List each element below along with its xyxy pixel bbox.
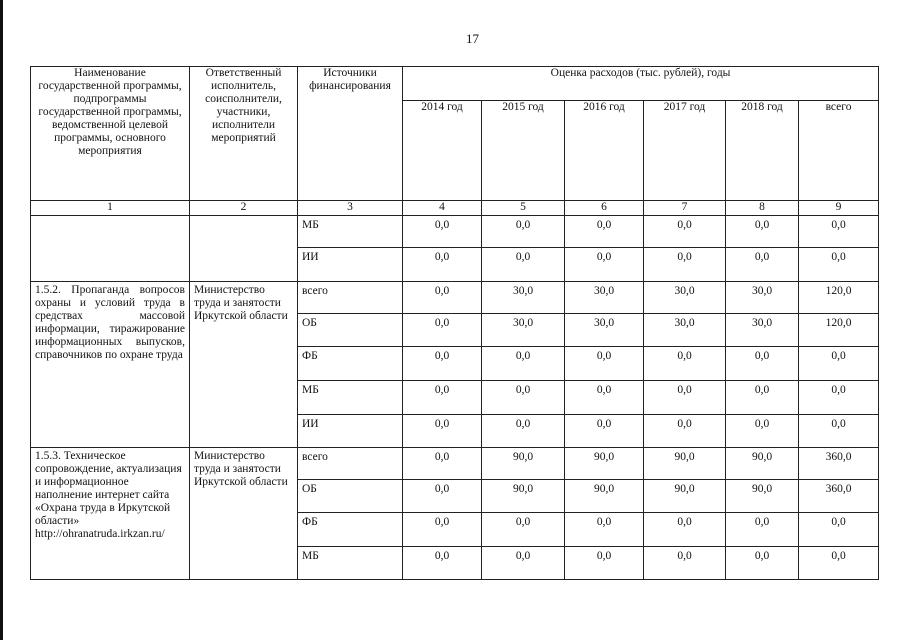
funding-source-cell: МБ [298,216,403,248]
header-year-2018: 2018 год [726,101,799,201]
value-cell: 0,0 [799,347,879,381]
column-number: 9 [799,201,879,216]
funding-source-cell: ИИ [298,248,403,282]
header-cost-estimate: Оценка расходов (тыс. рублей), годы [403,67,879,101]
value-cell: 0,0 [726,415,799,448]
value-cell: 90,0 [482,480,565,513]
value-cell: 0,0 [726,347,799,381]
budget-table [30,66,879,580]
value-cell: 0,0 [565,347,644,381]
value-cell: 120,0 [799,314,879,347]
value-cell: 0,0 [403,248,482,282]
value-cell: 90,0 [482,448,565,480]
page-edge [0,0,3,640]
funding-source-cell: ФБ [298,513,403,547]
value-cell: 0,0 [482,415,565,448]
value-cell: 0,0 [726,381,799,415]
value-cell: 0,0 [726,513,799,547]
column-numbers-row [31,201,879,216]
funding-source-cell: ОБ [298,480,403,513]
value-cell: 0,0 [482,216,565,248]
value-cell: 0,0 [403,347,482,381]
value-cell: 0,0 [482,381,565,415]
value-cell: 0,0 [644,216,726,248]
value-cell: 0,0 [482,513,565,547]
value-cell: 0,0 [644,347,726,381]
column-number: 8 [726,201,799,216]
value-cell: 0,0 [403,448,482,480]
value-cell: 0,0 [403,282,482,314]
value-cell: 120,0 [799,282,879,314]
value-cell: 0,0 [482,547,565,580]
column-number: 3 [298,201,403,216]
value-cell: 0,0 [565,248,644,282]
column-number: 4 [403,201,482,216]
value-cell: 90,0 [565,480,644,513]
funding-source-cell: МБ [298,381,403,415]
value-cell: 0,0 [403,314,482,347]
header-executor: Ответственный исполнитель, соисполнители, участники, исполнители мероприятий [190,67,298,201]
executor-cell [190,216,298,282]
value-cell: 0,0 [565,381,644,415]
value-cell: 0,0 [403,480,482,513]
value-cell: 0,0 [726,547,799,580]
funding-source-cell: МБ [298,547,403,580]
table-row [31,216,879,248]
funding-source-cell: ИИ [298,415,403,448]
value-cell: 30,0 [482,314,565,347]
value-cell: 0,0 [799,513,879,547]
header-total: всего [799,101,879,201]
value-cell: 0,0 [644,547,726,580]
value-cell: 30,0 [644,282,726,314]
value-cell: 0,0 [799,547,879,580]
value-cell: 0,0 [403,216,482,248]
value-cell: 0,0 [799,415,879,448]
table-row [31,448,879,480]
program-name-cell: 1.5.3. Техническое сопровождение, актуализация и информационное наполнение интернет сайта «Охрана труда в Иркутской области» http://ohranatruda.irkzan.ru/ [31,448,190,580]
value-cell: 0,0 [799,248,879,282]
executor-cell: Министерство труда и занятости Иркутской области [190,282,298,448]
value-cell: 0,0 [403,513,482,547]
funding-source-cell: ФБ [298,347,403,381]
value-cell: 90,0 [726,448,799,480]
value-cell: 360,0 [799,480,879,513]
value-cell: 90,0 [644,448,726,480]
column-number: 2 [190,201,298,216]
value-cell: 0,0 [565,513,644,547]
program-name-cell [31,216,190,282]
column-number: 1 [31,201,190,216]
value-cell: 90,0 [644,480,726,513]
value-cell: 0,0 [726,216,799,248]
value-cell: 0,0 [799,381,879,415]
header-funding-source: Источники финансирования [298,67,403,201]
value-cell: 30,0 [482,282,565,314]
value-cell: 30,0 [644,314,726,347]
table-row [31,282,879,314]
funding-source-cell: всего [298,282,403,314]
value-cell: 0,0 [565,547,644,580]
program-name-cell: 1.5.2. Пропаганда вопросов охраны и условий труда в средствах массовой информации, тиражирование информационных выпусков, справочников по охране труда [31,282,190,448]
column-number: 5 [482,201,565,216]
header-year-2015: 2015 год [482,101,565,201]
value-cell: 0,0 [726,248,799,282]
header-year-2017: 2017 год [644,101,726,201]
value-cell: 0,0 [644,248,726,282]
value-cell: 30,0 [726,282,799,314]
executor-cell: Министерство труда и занятости Иркутской области [190,448,298,580]
value-cell: 30,0 [726,314,799,347]
header-program-name: Наименование государственной программы, подпрограммы государственной программы, ведомственной целевой программы, основного мероприятия [31,67,190,201]
value-cell: 0,0 [565,415,644,448]
column-number: 6 [565,201,644,216]
value-cell: 0,0 [403,381,482,415]
value-cell: 0,0 [403,547,482,580]
funding-source-cell: ОБ [298,314,403,347]
value-cell: 0,0 [644,381,726,415]
value-cell: 0,0 [403,415,482,448]
value-cell: 0,0 [644,513,726,547]
value-cell: 0,0 [565,216,644,248]
column-number: 7 [644,201,726,216]
value-cell: 0,0 [482,248,565,282]
header-year-2014: 2014 год [403,101,482,201]
value-cell: 360,0 [799,448,879,480]
page-number: 17 [466,31,479,46]
value-cell: 90,0 [726,480,799,513]
value-cell: 0,0 [644,415,726,448]
value-cell: 30,0 [565,282,644,314]
value-cell: 90,0 [565,448,644,480]
value-cell: 0,0 [482,347,565,381]
funding-source-cell: всего [298,448,403,480]
header-year-2016: 2016 год [565,101,644,201]
value-cell: 0,0 [799,216,879,248]
value-cell: 30,0 [565,314,644,347]
